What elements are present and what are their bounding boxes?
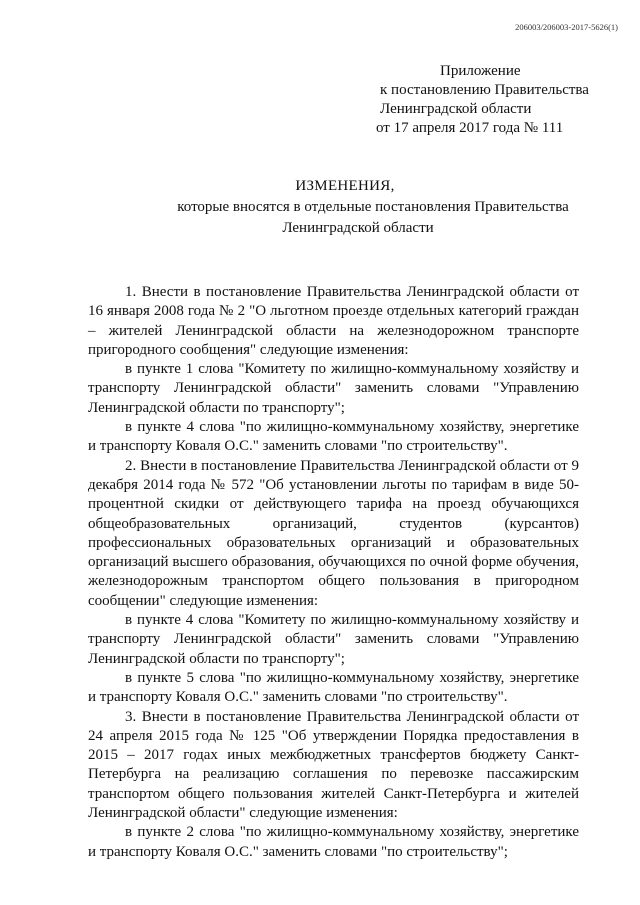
paragraph-7: 3. Внести в постановление Правительства Ленинградской области от 24 апреля 2015 года № 125 "Об утверждении Порядка предоставления в 2015 – 2017 годах иных межбюджетных трансфертов бюджету Санкт-Петербурга на реализацию соглашения по перевозке пассажирским транспортом общего пользования жителей Санкт-Петербурга и жителей Ленинградской области" следующие изменения: xyxy=(88,708,579,822)
appendix-line-1: Приложение xyxy=(440,63,521,79)
paragraph-1: 1. Внести в постановление Правительства Ленинградской области от 16 января 2008 года № 2 "О льготном проезде отдельных категорий граждан – жителей Ленинградской области на железнодорожном транспорте пригородного сообщения" следующие изменения: xyxy=(88,284,579,358)
paragraph-5: в пункте 4 слова "Комитету по жилищно-коммунальному хозяйству и транспорту Ленинградской области" заменить словами "Управлению Ленинградской области по транспорту"; xyxy=(88,612,579,667)
appendix-line-2: к постановлению Правительства xyxy=(380,82,589,98)
title-heading: ИЗМЕНЕНИЯ, xyxy=(295,178,395,194)
appendix-line-4: от 17 апреля 2017 года № 111 xyxy=(376,120,564,136)
document-body xyxy=(88,283,579,862)
paragraph-4: 2. Внести в постановление Правительства Ленинградской области от 9 декабря 2014 года № 572 "Об установлении льготы по тарифам в виде 50-процентной скидки от действующего тарифа на проезд обучающихся общеобразовательных организаций, студентов (курсантов) профессиональных образовательных организаций и образовательных организаций высшего образования, обучающихся по очной форме обучения, железнодорожным транспортом общего пользования в пригородном сообщении" следующие изменения: xyxy=(88,457,579,609)
paragraph-2: в пункте 1 слова "Комитету по жилищно-коммунальному хозяйству и транспорту Ленинградской области" заменить словами "Управлению Ленинградской области по транспорту"; xyxy=(88,361,579,416)
paragraph-3: в пункте 4 слова "по жилищно-коммунальному хозяйству, энергетике и транспорту Коваля О.С." заменить словами "по строительству". xyxy=(88,419,579,455)
appendix-line-3: Ленинградской области xyxy=(380,101,532,117)
paragraph-6: в пункте 5 слова "по жилищно-коммунальному хозяйству, энергетике и транспорту Коваля О.С." заменить словами "по строительству". xyxy=(88,669,579,706)
document-id: 206003/206003-2017-5626(1) xyxy=(515,22,618,32)
title-subtitle-line-2: Ленинградской области xyxy=(282,220,434,236)
title-subtitle-line-1: которые вносятся в отдельные постановления Правительства xyxy=(177,199,569,215)
document-title xyxy=(0,176,640,239)
appendix-block xyxy=(374,62,589,138)
paragraph-8: в пункте 2 слова "по жилищно-коммунальному хозяйству, энергетике и транспорту Коваля О.С." заменить словами "по строительству"; xyxy=(88,824,579,860)
